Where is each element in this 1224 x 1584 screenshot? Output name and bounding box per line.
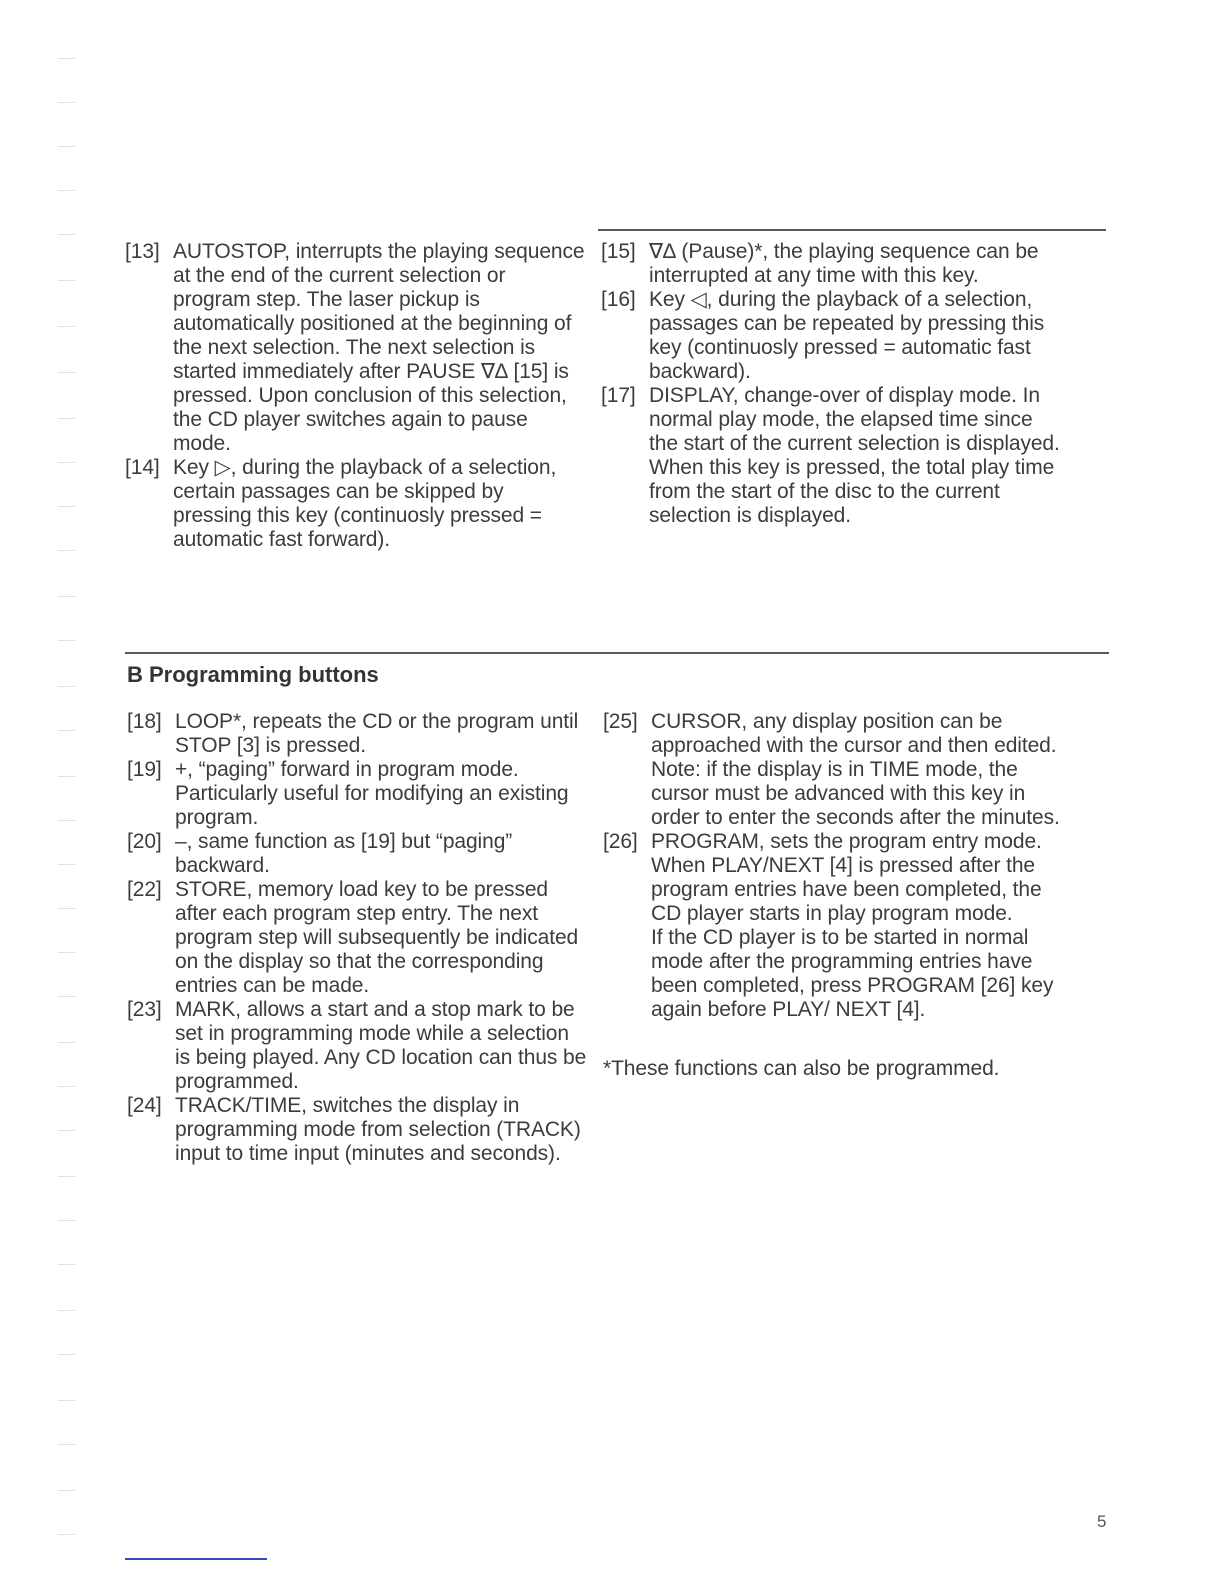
margin-tick [58, 1220, 76, 1221]
entry-text: CURSOR, any display position can be approached with the cursor and then edited. Note: if the display is in TIME mode, the cursor must be advanced with this key in order to enter the seconds after the minutes. [651, 710, 1060, 829]
entry-19 [127, 758, 589, 830]
entry-text: MARK, allows a start and a stop mark to be set in programming mode while a selection is being played. Any CD location can thus be programmed. [175, 998, 587, 1093]
entry-25 [603, 710, 1065, 830]
entry-17 [601, 384, 1063, 528]
margin-tick [58, 506, 76, 507]
entry-text: Key ▷, during the playback of a selection, certain passages can be skipped by pressing this key (continuosly pressed = automatic fast forward). [173, 456, 557, 551]
entry-text: TRACK/TIME, switches the display in programming mode from selection (TRACK) input to time input (minutes and seconds). [175, 1094, 581, 1165]
entry-text: –, same function as [19] but “paging” backward. [175, 830, 513, 877]
margin-tick [58, 1400, 76, 1401]
margin-tick [58, 1176, 76, 1177]
entry-text: LOOP*, repeats the CD or the program until STOP [3] is pressed. [175, 710, 579, 757]
margin-tick [58, 1264, 76, 1265]
entry-number: [20] [127, 830, 162, 853]
margin-tick [58, 1042, 76, 1043]
margin-tick [58, 1490, 76, 1491]
entry-number: [17] [601, 384, 636, 407]
entry-number: [26] [603, 830, 638, 853]
margin-tick [58, 776, 76, 777]
section-b-divider [125, 652, 1109, 654]
footnote: *These functions can also be programmed. [603, 1057, 1000, 1080]
margin-tick [58, 1130, 76, 1131]
entry-14 [125, 456, 587, 552]
entry-26 [603, 830, 1065, 926]
entry-text: ∇∆ (Pause)*, the playing sequence can be interrupted at any time with this key. [649, 240, 1039, 287]
top-divider [598, 229, 1106, 231]
section-b-left-column [127, 710, 589, 1166]
entry-number: [14] [125, 456, 160, 479]
margin-tick [58, 190, 76, 191]
page-number: 5 [1097, 1512, 1107, 1531]
top-right-column [601, 240, 1063, 528]
entry-text: DISPLAY, change-over of display mode. In normal play mode, the elapsed time since the start of the current selection is displayed. When this key is pressed, the total play time from the start of the disc to the current selection is displayed. [649, 384, 1060, 527]
entry-text: Key ◁, during the playback of a selection, passages can be repeated by pressing this key (continuosly pressed = automatic fast backward). [649, 288, 1045, 383]
entry-number: [23] [127, 998, 162, 1021]
margin-tick [58, 1310, 76, 1311]
entry-text: AUTOSTOP, interrupts the playing sequence at the end of the current selection or program step. The laser pickup is automatically positioned at the beginning of the next selection. The next selection is started immediately after PAUSE ∇∆ [15] is pressed. Upon conclusion of this selection, the CD player switches again to pause mode. [173, 240, 585, 455]
margin-tick [58, 996, 76, 997]
entry-22 [127, 878, 589, 998]
margin-tick [58, 596, 76, 597]
margin-tick [58, 730, 76, 731]
margin-tick [58, 864, 76, 865]
margin-tick [58, 820, 76, 821]
margin-tick [58, 102, 76, 103]
entry-18 [127, 710, 589, 758]
entry-number: [25] [603, 710, 638, 733]
margin-tick [58, 1534, 76, 1535]
margin-tick [58, 640, 76, 641]
margin-tick [58, 280, 76, 281]
bottom-accent-line [125, 1558, 267, 1560]
margin-tick [58, 1444, 76, 1445]
entry-number: [19] [127, 758, 162, 781]
margin-tick [58, 686, 76, 687]
entry-20 [127, 830, 589, 878]
margin-tick [58, 1086, 76, 1087]
entry-13 [125, 240, 587, 456]
margin-tick [58, 146, 76, 147]
entry-15 [601, 240, 1063, 288]
entry-text: STORE, memory load key to be pressed after each program step entry. The next program step will subsequently be indicated on the display so that the corresponding entries can be made. [175, 878, 579, 997]
entry-number: [13] [125, 240, 160, 263]
margin-tick [58, 462, 76, 463]
section-b-right-column [603, 710, 1065, 1081]
entry-number: [16] [601, 288, 636, 311]
margin-tick [58, 1354, 76, 1355]
entry-text: +, “paging” forward in program mode. Particularly useful for modifying an existing program. [175, 758, 569, 829]
entry-24 [127, 1094, 589, 1166]
margin-tick [58, 372, 76, 373]
top-left-column [125, 240, 587, 552]
entry-number: [24] [127, 1094, 162, 1117]
margin-tick [58, 908, 76, 909]
margin-tick [58, 952, 76, 953]
entry-16 [601, 288, 1063, 384]
section-b-heading: B Programming buttons [127, 662, 379, 687]
note-text: If the CD player is to be started in normal mode after the programming entries have been completed, press PROGRAM [26] key again before PLAY/ NEXT [4]. [651, 926, 1054, 1021]
entry-number: [18] [127, 710, 162, 733]
margin-tick [58, 550, 76, 551]
margin-tick [58, 326, 76, 327]
margin-tick [58, 58, 76, 59]
margin-tick [58, 234, 76, 235]
entry-text: PROGRAM, sets the program entry mode. When PLAY/NEXT [4] is pressed after the program entries have been completed, the CD player starts in play program mode. [651, 830, 1042, 925]
margin-tick [58, 418, 76, 419]
entry-26-note [603, 926, 1065, 1022]
entry-number: [15] [601, 240, 636, 263]
entry-23 [127, 998, 589, 1094]
entry-number: [22] [127, 878, 162, 901]
